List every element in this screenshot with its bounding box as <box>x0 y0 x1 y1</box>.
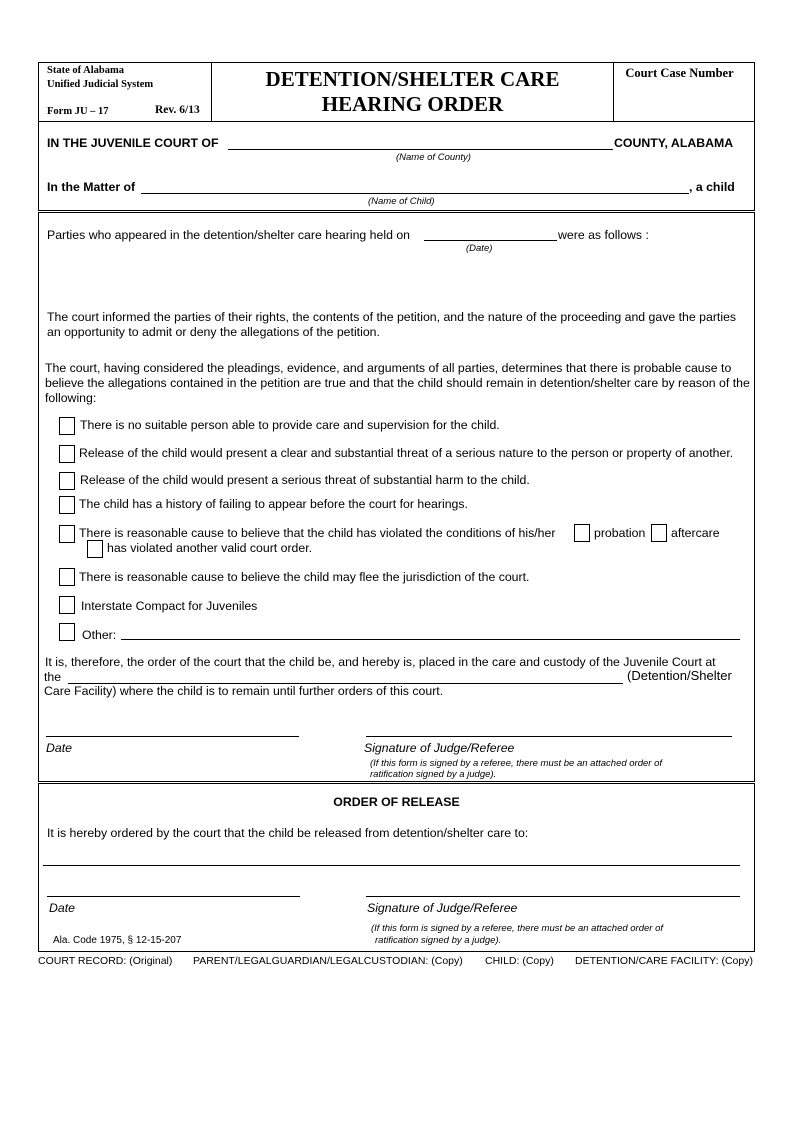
order-signature-field[interactable] <box>366 736 732 737</box>
release-heading: ORDER OF RELEASE <box>333 795 460 809</box>
probable-cause-paragraph: The court, having considered the pleadings, evidence, and arguments of all parties, determines that there is probable cause to believe the allegations contained in the petition are true and that the child should remain in detention/shelter care by reason of the following: <box>45 361 750 405</box>
reason-no-suitable-person: There is no suitable person able to provide care and supervision for the child. <box>80 418 500 432</box>
state-label: State of Alabama <box>47 65 124 76</box>
reason-threat-to-others: Release of the child would present a clear and substantial threat of a serious nature to the person or property of another. <box>79 446 734 460</box>
order-date-field[interactable] <box>46 736 299 737</box>
form-number: Form JU – 17 <box>47 106 109 117</box>
footer-facility-copy: DETENTION/CARE FACILITY: (Copy) <box>575 955 753 967</box>
reason-no-suitable-person-checkbox[interactable] <box>59 417 75 435</box>
system-label: Unified Judicial System <box>47 79 154 90</box>
release-referee-note-line1: (If this form is signed by a referee, there must be an attached order of <box>371 923 664 934</box>
custody-order-line3: Care Facility) where the child is to remain until further orders of this court. <box>44 684 444 698</box>
hearing-date-field[interactable] <box>424 240 557 241</box>
probation-label: probation <box>594 526 646 540</box>
court-suffix: COUNTY, ALABAMA <box>614 136 734 150</box>
reason-violated-conditions: There is reasonable cause to believe that the child has violated the conditions of his/her <box>79 526 556 540</box>
violated-court-order-checkbox[interactable] <box>87 540 103 558</box>
matter-suffix: , a child <box>689 180 735 194</box>
release-text: It is hereby ordered by the court that the child be released from detention/shelter care to: <box>47 826 529 840</box>
release-to-field[interactable] <box>43 865 740 866</box>
reason-threat-to-child: Release of the child would present a serious threat of substantial harm to the child. <box>80 473 530 487</box>
probation-checkbox[interactable] <box>574 524 590 542</box>
release-date-field[interactable] <box>47 896 300 897</box>
aftercare-checkbox[interactable] <box>651 524 667 542</box>
rights-paragraph: The court informed the parties of their rights, the contents of the petition, and the nature of the proceeding and gave the parties an opportunity to admit or deny the allegations of the petition. <box>47 310 737 339</box>
aftercare-label: aftercare <box>671 526 720 540</box>
custody-order-facility: (Detention/Shelter <box>627 668 732 683</box>
reason-other-checkbox[interactable] <box>59 623 75 641</box>
reason-other-label: Other: <box>82 628 117 642</box>
parties-text: Parties who appeared in the detention/shelter care hearing held on <box>47 228 411 242</box>
reason-other-field[interactable] <box>121 639 740 640</box>
footer-child-copy: CHILD: (Copy) <box>485 955 554 967</box>
order-signature-label: Signature of Judge/Referee <box>364 741 515 755</box>
footer-court-record: COURT RECORD: (Original) <box>38 955 173 967</box>
matter-prefix: In the Matter of <box>47 180 136 194</box>
reason-violated-conditions-checkbox[interactable] <box>59 525 75 543</box>
release-signature-field[interactable] <box>366 896 740 897</box>
section-double-rule <box>38 210 755 213</box>
footer-parent-copy: PARENT/LEGALGUARDIAN/LEGALCUSTODIAN: (Copy) <box>193 955 463 967</box>
form-title-line2: HEARING ORDER <box>321 92 504 116</box>
custody-order-the: the <box>44 670 62 684</box>
reason-threat-to-child-checkbox[interactable] <box>59 472 75 490</box>
statute-citation: Ala. Code 1975, § 12-15-207 <box>53 935 182 946</box>
court-prefix: IN THE JUVENILE COURT OF <box>47 136 219 150</box>
release-referee-note-line2: ratification signed by a judge). <box>375 935 502 946</box>
reason-interstate-compact-checkbox[interactable] <box>59 596 75 614</box>
header-bottom-rule <box>38 121 755 122</box>
violated-court-order-label: has violated another valid court order. <box>107 541 313 555</box>
custody-order-line1: It is, therefore, the order of the court that the child be, and hereby is, placed in the care and custody of the Juvenile Court at <box>45 655 716 669</box>
release-signature-label: Signature of Judge/Referee <box>367 901 518 915</box>
order-date-label: Date <box>46 741 72 755</box>
court-case-number-label: Court Case Number <box>625 66 734 80</box>
order-referee-note-line1: (If this form is signed by a referee, there must be an attached order of <box>370 758 663 769</box>
revision: Rev. 6/13 <box>155 104 200 116</box>
parties-after-text: were as follows : <box>558 228 649 242</box>
child-name-field[interactable] <box>141 193 689 194</box>
reason-flight-risk-checkbox[interactable] <box>59 568 75 586</box>
reason-threat-to-others-checkbox[interactable] <box>59 445 75 463</box>
release-date-label: Date <box>49 901 75 915</box>
form-title-line1: DETENTION/SHELTER CARE <box>265 67 560 91</box>
hearing-date-caption: (Date) <box>466 243 493 254</box>
reason-flight-risk: There is reasonable cause to believe the child may flee the jurisdiction of the court. <box>79 570 530 584</box>
county-caption: (Name of County) <box>396 152 471 163</box>
reason-failure-to-appear-checkbox[interactable] <box>59 496 75 514</box>
reason-failure-to-appear: The child has a history of failing to appear before the court for hearings. <box>79 497 468 511</box>
release-section-rule <box>38 781 755 784</box>
county-name-field[interactable] <box>228 149 613 150</box>
child-caption: (Name of Child) <box>368 196 435 207</box>
reason-interstate-compact: Interstate Compact for Juveniles <box>81 599 258 613</box>
order-referee-note-line2: ratification signed by a judge). <box>370 769 497 780</box>
